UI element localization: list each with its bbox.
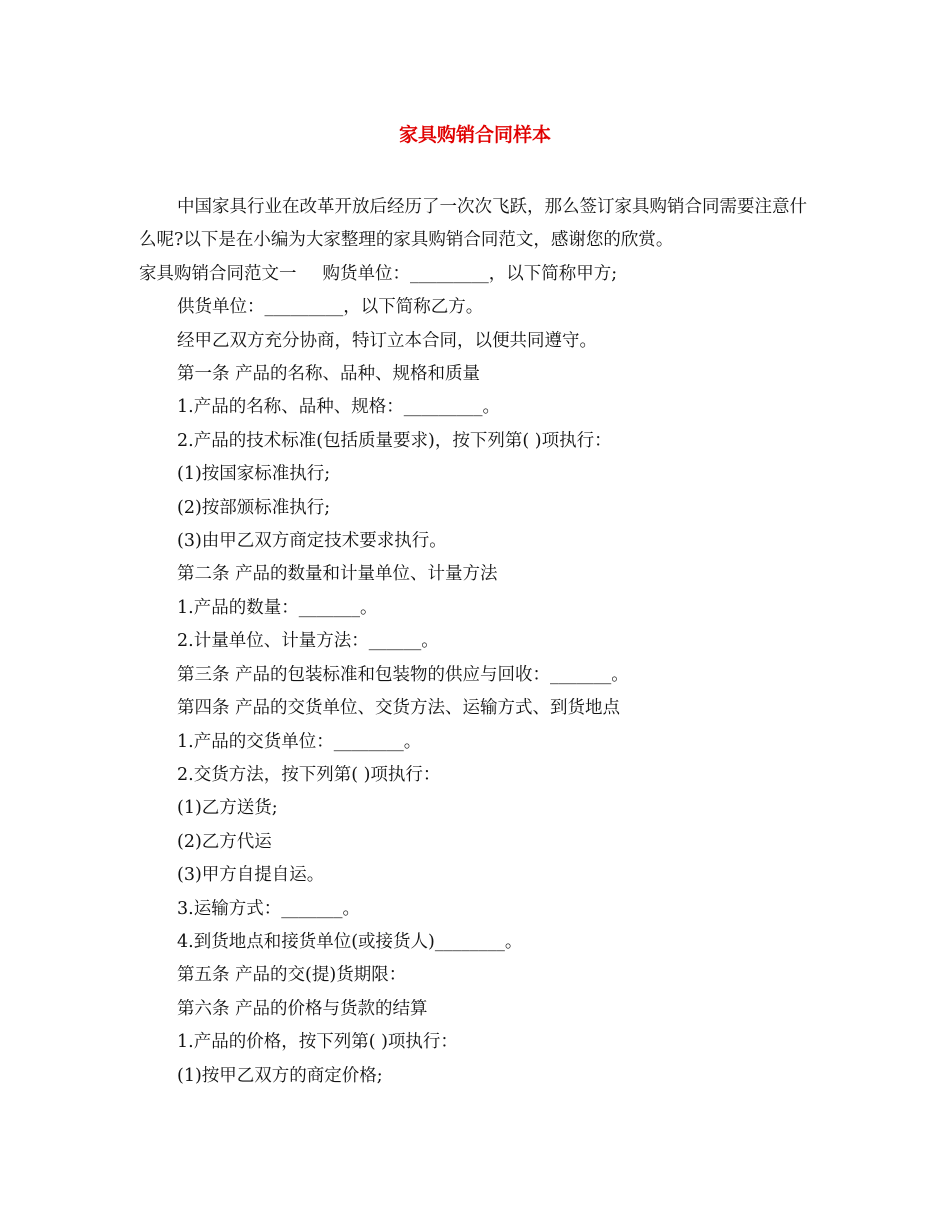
agreement-line: 经甲乙双方充分协商，特订立本合同，以便共同遵守。 xyxy=(177,330,597,351)
article-1-option-2: (2)按部颁标准执行; xyxy=(177,497,331,518)
article-3-heading: 第三条 产品的包装标准和包装物的供应与回收：_______。 xyxy=(177,664,629,685)
supplier-line: 供货单位：_________，以下简称乙方。 xyxy=(177,297,484,318)
document-body xyxy=(139,191,819,1093)
article-4-heading: 第四条 产品的交货单位、交货方法、运输方式、到货地点 xyxy=(177,698,621,719)
sample-heading: 家具购销合同范文一 xyxy=(139,263,297,284)
article-4-item-3: 3.运输方式：_______。 xyxy=(177,898,360,919)
article-2-heading: 第二条 产品的数量和计量单位、计量方法 xyxy=(177,564,498,585)
article-1-heading: 第一条 产品的名称、品种、规格和质量 xyxy=(177,364,481,385)
article-4-item-1: 1.产品的交货单位：________。 xyxy=(177,731,422,752)
article-4-option-2: (2)乙方代运 xyxy=(177,831,272,852)
buyer-line: 购货单位：_________，以下简称甲方; xyxy=(322,263,618,284)
article-4-option-3: (3)甲方自提自运。 xyxy=(177,865,325,886)
article-6-option-1: (1)按甲乙双方的商定价格; xyxy=(177,1065,383,1086)
sample-heading-line xyxy=(139,258,819,291)
article-4-option-1: (1)乙方送货; xyxy=(177,798,278,819)
intro-paragraph: 中国家具行业在改革开放后经历了一次次飞跃，那么签订家具购销合同需要注意什么呢?以下是在小编为大家整理的家具购销合同范文，感谢您的欣赏。 xyxy=(139,197,807,251)
article-4-item-4: 4.到货地点和接货单位(或接货人)________。 xyxy=(177,931,523,952)
article-2-item-1: 1.产品的数量：_______。 xyxy=(177,597,378,618)
article-5-heading: 第五条 产品的交(提)货期限： xyxy=(177,965,407,986)
article-4-item-2: 2.交货方法，按下列第( )项执行： xyxy=(177,764,441,785)
article-1-option-1: (1)按国家标准执行; xyxy=(177,464,331,485)
article-6-heading: 第六条 产品的价格与货款的结算 xyxy=(177,998,428,1019)
article-1-option-3: (3)由甲乙双方商定技术要求执行。 xyxy=(177,531,447,552)
article-1-item-1: 1.产品的名称、品种、规格：_________。 xyxy=(177,397,500,418)
document-title: 家具购销合同样本 xyxy=(398,124,551,146)
article-6-item-1: 1.产品的价格，按下列第( )项执行： xyxy=(177,1032,458,1053)
article-1-item-2: 2.产品的技术标准(包括质量要求)，按下列第( )项执行： xyxy=(177,430,612,451)
article-2-item-2: 2.计量单位、计量方法：______。 xyxy=(177,631,439,652)
